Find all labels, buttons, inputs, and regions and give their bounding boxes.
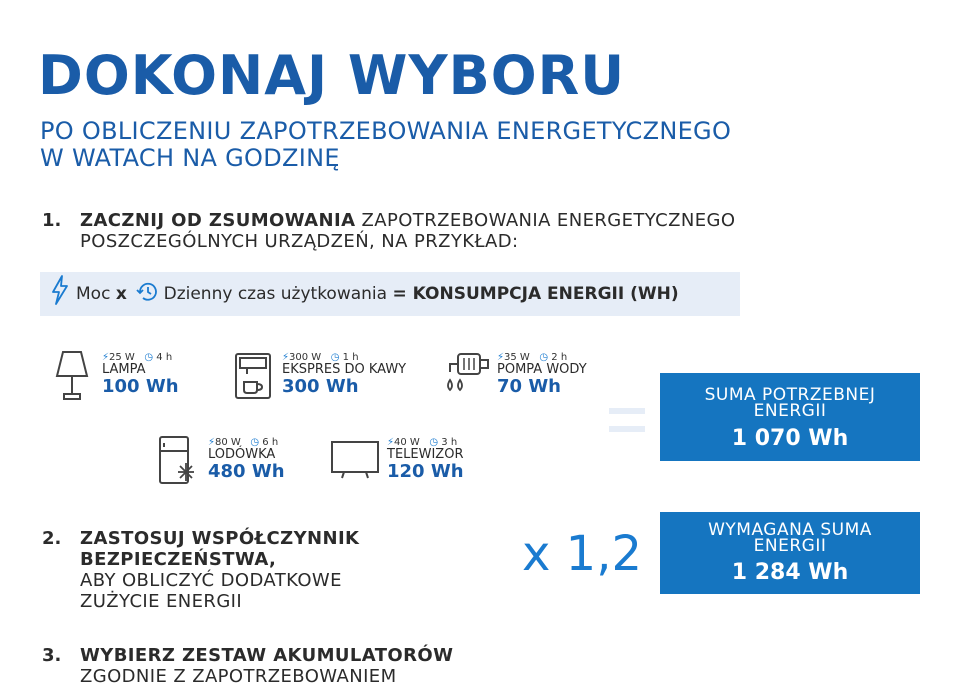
coffee-machine-icon — [234, 352, 272, 400]
formula-text — [76, 284, 679, 304]
step-3-rest: ZGODNIE Z ZAPOTRZEBOWANIEM — [80, 666, 397, 687]
telewizor-energy: 120 Wh — [387, 461, 464, 482]
tv-icon — [330, 440, 380, 482]
required-label-2: ENERGII — [753, 536, 827, 556]
step-3-number: 3. — [42, 645, 62, 666]
lodowka-energy: 480 Wh — [208, 461, 285, 482]
lampa-energy: 100 Wh — [102, 376, 179, 397]
fridge-icon — [158, 435, 200, 487]
lodowka-hours: 6 h — [262, 437, 279, 448]
pompa-name: POMPA WODY — [497, 362, 587, 377]
water-pump-icon — [444, 350, 492, 398]
step-2-text — [80, 528, 359, 612]
lampa-name: LAMPA — [102, 362, 146, 377]
telewizor-name: TELEWIZOR — [387, 447, 464, 462]
required-value: 1 284 Wh — [731, 560, 849, 585]
step-3-text — [80, 645, 453, 687]
step-1-text — [80, 210, 735, 252]
ekspres-name: EKSPRES DO KAWY — [282, 362, 407, 377]
ekspres-energy: 300 Wh — [282, 376, 359, 397]
pompa-power: 35 W — [504, 352, 530, 363]
lodowka-name: LODÓWKA — [208, 447, 276, 462]
telewizor-power: 40 W — [394, 437, 420, 448]
lampa-power: 25 W — [109, 352, 135, 363]
equals-sign-top — [609, 408, 645, 414]
pompa-hours: 2 h — [551, 352, 568, 363]
step-2-rest-2: ZUŻYCIE ENERGII — [80, 591, 243, 612]
step-1-rest-2: POSZCZEGÓLNYCH URZĄDZEŃ, NA PRZYKŁAD: — [80, 231, 519, 252]
lampa-hours: 4 h — [156, 352, 173, 363]
ekspres-hours: 1 h — [342, 352, 359, 363]
step-1-number: 1. — [42, 210, 62, 231]
page-title: DOKONAJ WYBORU — [38, 44, 626, 107]
subtitle-line-1: PO OBLICZENIU ZAPOTRZEBOWANIA ENERGETYCZNEGO — [40, 117, 732, 145]
equals-sign-bottom — [609, 426, 645, 432]
step-1-rest-1: ZAPOTRZEBOWANIA ENERGETYCZNEGO — [355, 210, 736, 231]
lightning-icon — [50, 275, 70, 305]
pompa-energy: 70 Wh — [497, 376, 561, 397]
step-3-bold: WYBIERZ ZESTAW AKUMULATORÓW — [80, 645, 454, 666]
step-2-number: 2. — [42, 528, 62, 549]
device-lodowka: ⚡80 W ◷ 6 h LODÓWKA 480 Wh — [208, 437, 285, 482]
safety-multiplier: x 1,2 — [522, 526, 642, 582]
required-label-1: WYMAGANA SUMA — [708, 520, 872, 540]
sum-label-2: ENERGII — [753, 401, 827, 421]
page-subtitle — [40, 118, 731, 172]
device-ekspres: ⚡300 W ◷ 1 h EKSPRES DO KAWY 300 Wh — [282, 352, 407, 397]
step-2-bold-2: BEZPIECZEŃSTWA, — [80, 549, 277, 570]
sum-label-1: SUMA POTRZEBNEJ — [704, 385, 876, 405]
formula-moc: Moc — [76, 284, 111, 304]
device-telewizor: ⚡40 W ◷ 3 h TELEWIZOR 120 Wh — [387, 437, 464, 482]
ekspres-power: 300 W — [289, 352, 322, 363]
device-lampa: ⚡25 W ◷ 4 h LAMPA 100 Wh — [102, 352, 179, 397]
subtitle-line-2: W WATACH NA GODZINĘ — [40, 144, 340, 172]
formula-result: = KONSUMPCJA ENERGII (WH) — [392, 284, 679, 304]
clock-cycle-icon — [136, 280, 160, 304]
step-2-bold-1: ZASTOSUJ WSPÓŁCZYNNIK — [80, 528, 360, 549]
telewizor-hours: 3 h — [441, 437, 458, 448]
step-1-bold: ZACZNIJ OD ZSUMOWANIA — [80, 210, 356, 231]
step-2-rest-1: ABY OBLICZYĆ DODATKOWE — [80, 570, 342, 591]
sum-energy-box — [660, 373, 920, 461]
sum-value: 1 070 Wh — [731, 426, 849, 451]
required-energy-box — [660, 512, 920, 594]
formula-x: x — [115, 284, 127, 304]
formula-czas: Dzienny czas użytkowania — [163, 284, 388, 304]
lamp-icon — [54, 350, 90, 402]
lodowka-power: 80 W — [215, 437, 241, 448]
device-pompa: ⚡35 W ◷ 2 h POMPA WODY 70 Wh — [497, 352, 587, 397]
